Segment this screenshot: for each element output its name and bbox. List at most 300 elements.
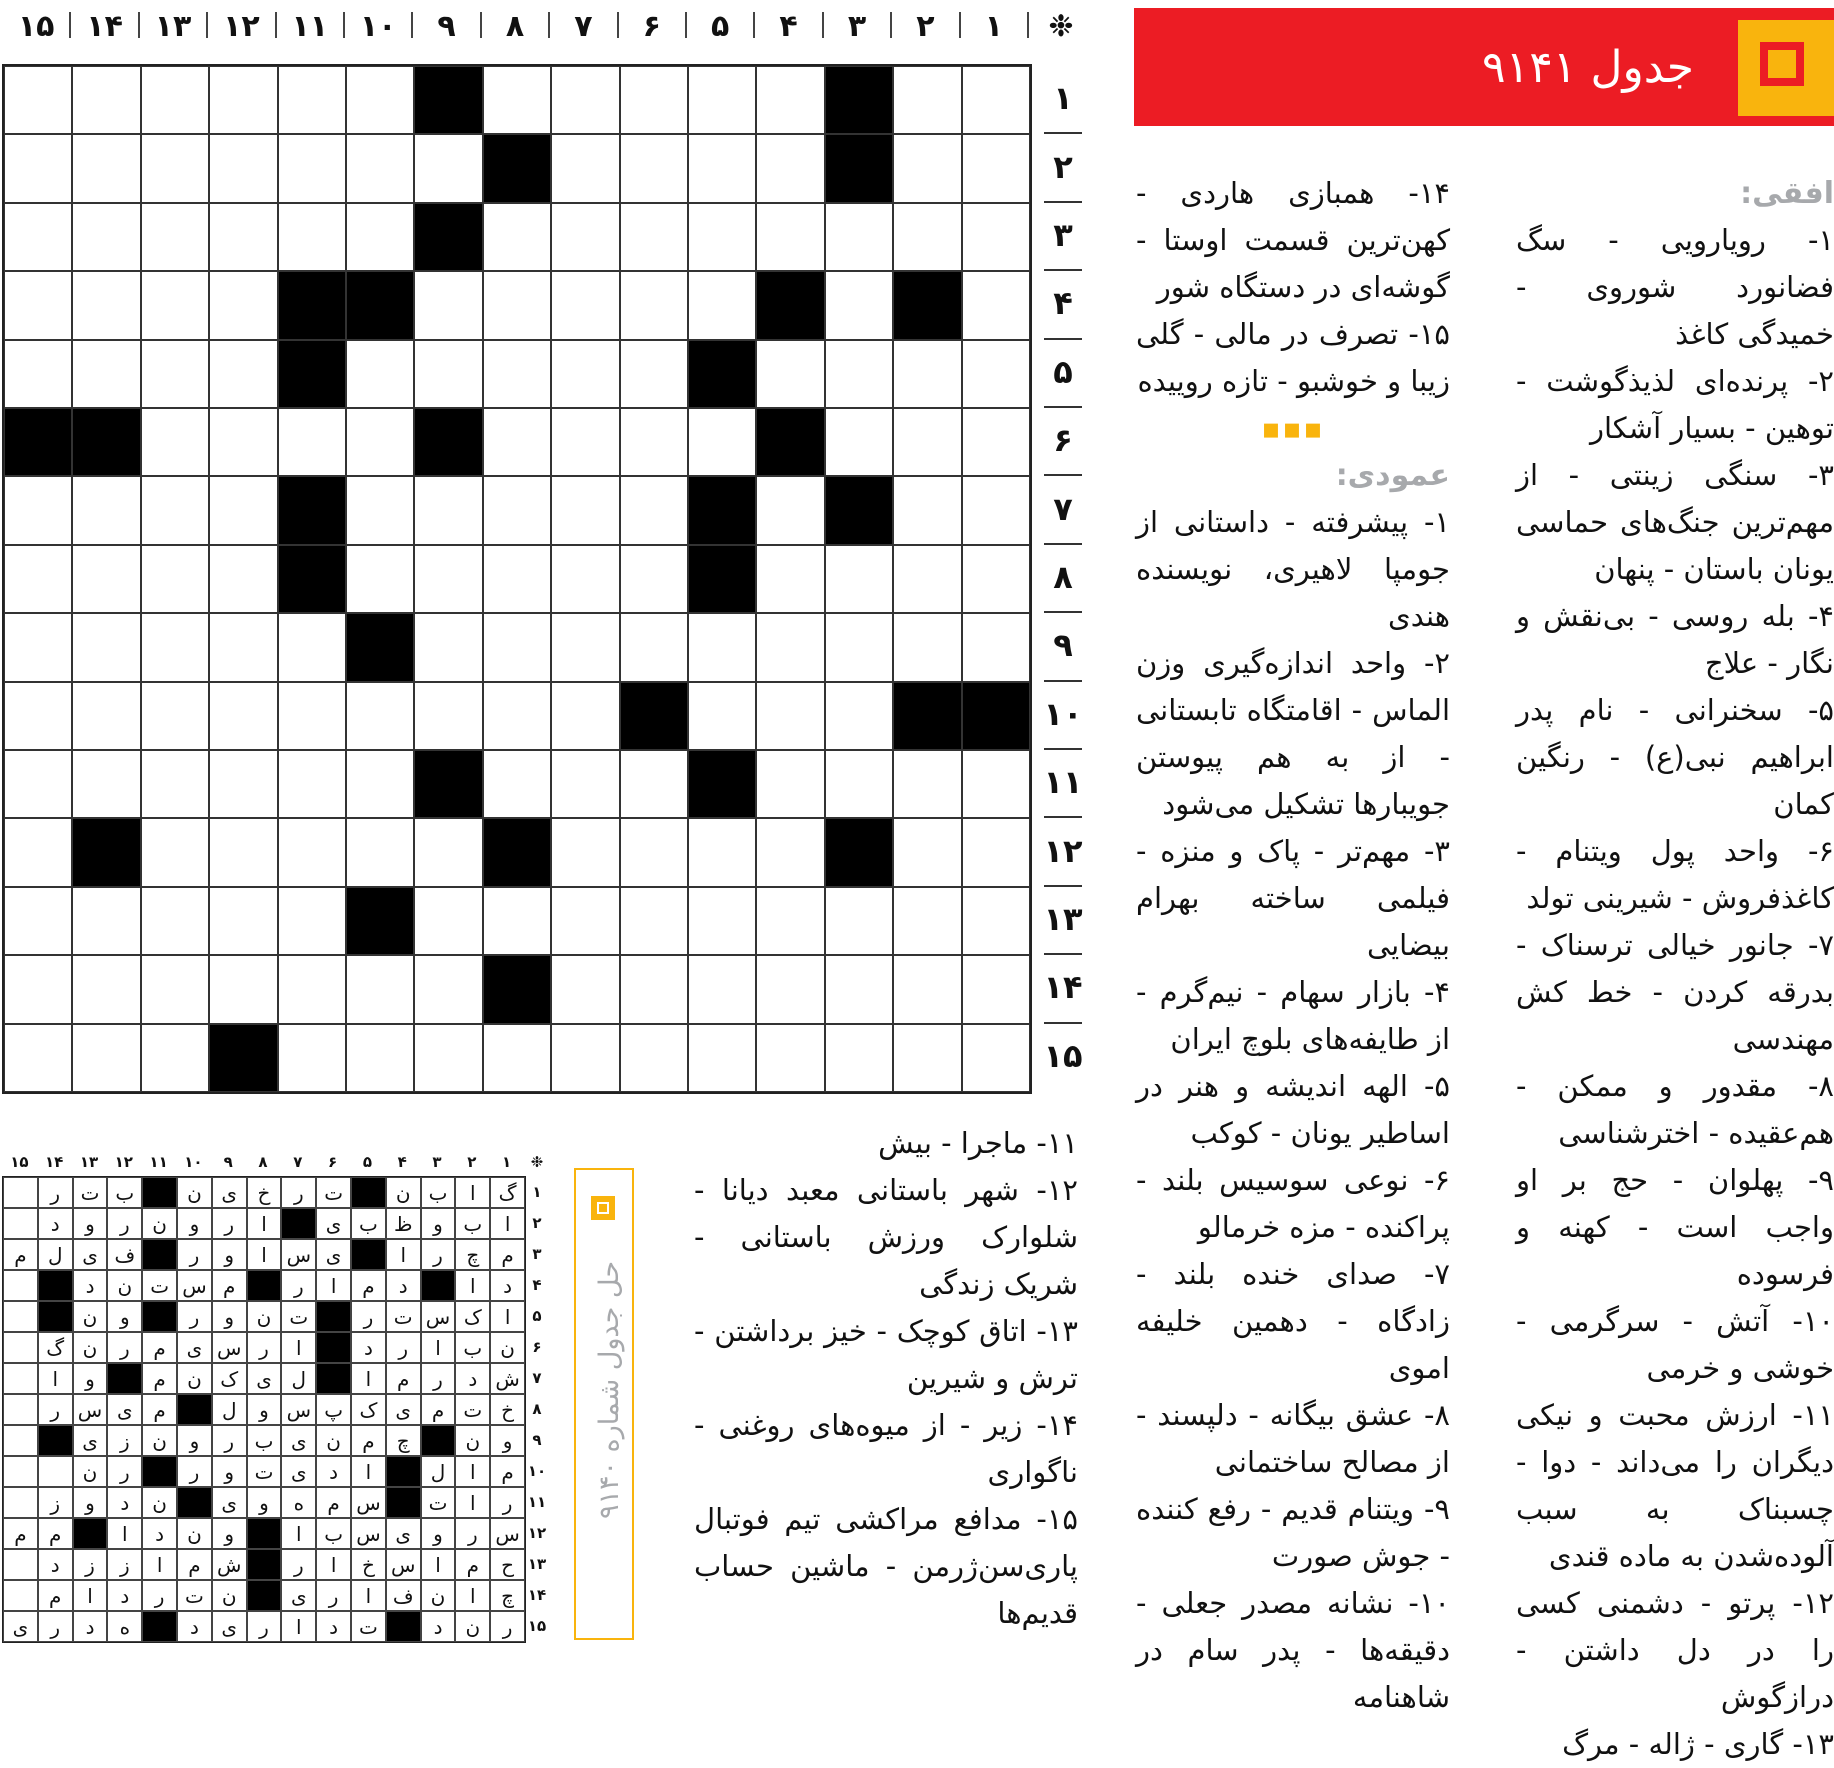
grid-cell[interactable]	[620, 408, 688, 476]
solution-row-number: ۱۳	[527, 1554, 547, 1573]
solution-letter-cell: ا	[38, 1363, 73, 1394]
column-number: ۷	[574, 8, 593, 44]
grid-cell[interactable]	[551, 818, 619, 886]
grid-cell[interactable]	[962, 134, 1030, 202]
solution-letter-cell: م	[386, 1363, 421, 1394]
grid-cell[interactable]	[414, 1024, 482, 1092]
solution-letter-cell	[3, 1270, 38, 1301]
grid-cell[interactable]	[278, 203, 346, 271]
grid-cell[interactable]	[278, 955, 346, 1023]
grid-cell[interactable]	[72, 476, 140, 544]
solution-letter-cell: ر	[316, 1580, 351, 1611]
solution-black-cell	[142, 1611, 177, 1642]
grid-cell[interactable]	[72, 340, 140, 408]
grid-cell[interactable]	[620, 955, 688, 1023]
grid-cell[interactable]	[483, 271, 551, 339]
grid-cell[interactable]	[141, 408, 209, 476]
black-cell	[893, 271, 961, 339]
grid-cell[interactable]	[141, 545, 209, 613]
grid-cell[interactable]	[825, 203, 893, 271]
grid-cell[interactable]	[688, 613, 756, 681]
grid-cell[interactable]	[141, 887, 209, 955]
solution-letter-cell: د	[421, 1611, 456, 1642]
solution-black-cell	[421, 1425, 456, 1456]
grid-cell[interactable]	[756, 66, 824, 134]
grid-cell[interactable]	[72, 1024, 140, 1092]
black-cell	[962, 682, 1030, 750]
grid-cell[interactable]	[4, 887, 72, 955]
grid-cell[interactable]	[483, 613, 551, 681]
solution-letter-cell: و	[212, 1518, 247, 1549]
solution-letter-cell: م	[142, 1363, 177, 1394]
grid-cell[interactable]	[278, 682, 346, 750]
grid-cell[interactable]	[141, 682, 209, 750]
grid-cell[interactable]	[620, 203, 688, 271]
grid-cell[interactable]	[72, 66, 140, 134]
grid-cell[interactable]	[141, 203, 209, 271]
grid-cell[interactable]	[756, 818, 824, 886]
grid-cell[interactable]	[141, 750, 209, 818]
crossword-grid[interactable]	[2, 64, 1032, 1094]
grid-cell[interactable]	[551, 340, 619, 408]
solution-black-cell	[386, 1611, 421, 1642]
clue-item: ۷- جانور خیالی ترسناک - بدرقه کردن - خط کش مهندسی	[1516, 928, 1834, 1056]
grid-cell[interactable]	[688, 134, 756, 202]
column-number: ۲	[916, 8, 935, 44]
grid-cell[interactable]	[893, 134, 961, 202]
solution-letter-cell: م	[3, 1518, 38, 1549]
grid-cell[interactable]	[893, 408, 961, 476]
solution-letter-cell: و	[177, 1425, 212, 1456]
grid-cell[interactable]	[209, 408, 277, 476]
grid-cell[interactable]	[4, 66, 72, 134]
grid-cell[interactable]	[756, 545, 824, 613]
grid-cell[interactable]	[551, 955, 619, 1023]
grid-cell[interactable]	[209, 955, 277, 1023]
grid-cell[interactable]	[278, 1024, 346, 1092]
grid-cell[interactable]	[688, 682, 756, 750]
clue-item: ۱۰- نشانه مصدر جعلی - دقیقه‌ها - پدر سام در شاهنامه	[1136, 1586, 1450, 1714]
grid-cell[interactable]	[278, 134, 346, 202]
grid-cell[interactable]	[620, 613, 688, 681]
grid-cell[interactable]	[620, 476, 688, 544]
grid-cell[interactable]	[209, 613, 277, 681]
grid-cell[interactable]	[278, 818, 346, 886]
grid-cell[interactable]	[551, 408, 619, 476]
grid-cell[interactable]	[551, 203, 619, 271]
grid-cell[interactable]	[551, 1024, 619, 1092]
grid-cell[interactable]	[72, 887, 140, 955]
solution-black-cell	[247, 1549, 282, 1580]
grid-cell[interactable]	[346, 203, 414, 271]
grid-cell[interactable]	[688, 66, 756, 134]
solution-column-number: ۱۵	[10, 1153, 29, 1171]
solution-letter-cell: ا	[455, 1487, 490, 1518]
grid-cell[interactable]	[893, 750, 961, 818]
grid-cell[interactable]	[962, 271, 1030, 339]
solution-black-cell	[316, 1332, 351, 1363]
clue-item: ۱۲- پرتو - دشمنی کسی را در دل داشتن - درازگوش	[1516, 1586, 1834, 1714]
grid-cell[interactable]	[962, 66, 1030, 134]
grid-cell[interactable]	[551, 271, 619, 339]
solution-letter-cell: ت	[455, 1394, 490, 1425]
solution-letter-cell	[3, 1549, 38, 1580]
black-cell	[756, 408, 824, 476]
grid-cell[interactable]	[346, 750, 414, 818]
grid-cell[interactable]	[893, 955, 961, 1023]
grid-cell[interactable]	[4, 750, 72, 818]
grid-cell[interactable]	[209, 818, 277, 886]
grid-cell[interactable]	[278, 750, 346, 818]
grid-cell[interactable]	[72, 750, 140, 818]
solution-row-number: ۵	[532, 1306, 542, 1325]
black-cell	[414, 408, 482, 476]
solution-letter-cell: م	[177, 1549, 212, 1580]
grid-cell[interactable]	[141, 1024, 209, 1092]
grid-cell[interactable]	[346, 408, 414, 476]
grid-cell[interactable]	[893, 66, 961, 134]
solution-letter-cell: س	[351, 1518, 386, 1549]
solution-letter-cell: م	[490, 1239, 525, 1270]
solution-letter-cell: چ	[455, 1239, 490, 1270]
grid-cell[interactable]	[483, 750, 551, 818]
solution-letter-cell	[3, 1487, 38, 1518]
grid-cell[interactable]	[209, 134, 277, 202]
solution-column-number: ۱۴	[45, 1153, 64, 1171]
solution-black-cell	[247, 1270, 282, 1301]
solution-letter-cell: ت	[177, 1580, 212, 1611]
grid-cell[interactable]	[620, 750, 688, 818]
grid-cell[interactable]	[620, 818, 688, 886]
solution-letter-cell: ک	[212, 1363, 247, 1394]
solution-letter-cell	[3, 1363, 38, 1394]
grid-cell[interactable]	[688, 408, 756, 476]
grid-cell[interactable]	[4, 203, 72, 271]
grid-cell[interactable]	[141, 340, 209, 408]
solution-row-number: ۳	[532, 1244, 542, 1263]
grid-cell[interactable]	[483, 545, 551, 613]
solution-letter-cell: ا	[351, 1456, 386, 1487]
grid-cell[interactable]	[346, 476, 414, 544]
grid-cell[interactable]	[4, 613, 72, 681]
solution-letter-cell: ا	[316, 1270, 351, 1301]
grid-cell[interactable]	[414, 682, 482, 750]
solution-letter-cell: ر	[281, 1177, 316, 1208]
grid-cell[interactable]	[756, 1024, 824, 1092]
grid-cell[interactable]	[483, 203, 551, 271]
solution-letter-cell: و	[73, 1363, 108, 1394]
grid-cell[interactable]	[209, 271, 277, 339]
solution-letter-cell: ی	[281, 1456, 316, 1487]
solution-letter-cell: ا	[316, 1549, 351, 1580]
grid-cell[interactable]	[620, 134, 688, 202]
grid-cell[interactable]	[893, 613, 961, 681]
grid-cell[interactable]	[825, 271, 893, 339]
grid-cell[interactable]	[414, 613, 482, 681]
grid-cell[interactable]	[825, 682, 893, 750]
grid-cell[interactable]	[756, 203, 824, 271]
solution-letter-cell: ا	[247, 1239, 282, 1270]
grid-cell[interactable]	[756, 134, 824, 202]
grid-cell[interactable]	[825, 955, 893, 1023]
grid-cell[interactable]	[620, 66, 688, 134]
solution-letter-cell: ز	[107, 1425, 142, 1456]
grid-cell[interactable]	[414, 476, 482, 544]
grid-cell[interactable]	[551, 476, 619, 544]
grid-cell[interactable]	[962, 818, 1030, 886]
grid-cell[interactable]	[825, 340, 893, 408]
grid-cell[interactable]	[893, 887, 961, 955]
grid-cell[interactable]	[688, 955, 756, 1023]
grid-cell[interactable]	[209, 203, 277, 271]
column-number-header	[0, 0, 1090, 52]
grid-cell[interactable]	[825, 887, 893, 955]
grid-cell[interactable]	[209, 66, 277, 134]
grid-cell[interactable]	[4, 818, 72, 886]
grid-cell[interactable]	[141, 955, 209, 1023]
grid-cell[interactable]	[414, 818, 482, 886]
grid-cell[interactable]	[962, 408, 1030, 476]
grid-cell[interactable]	[346, 1024, 414, 1092]
grid-cell[interactable]	[688, 271, 756, 339]
black-cell	[414, 203, 482, 271]
grid-cell[interactable]	[4, 1024, 72, 1092]
grid-cell[interactable]	[756, 340, 824, 408]
grid-cell[interactable]	[414, 271, 482, 339]
grid-cell[interactable]	[72, 271, 140, 339]
grid-cell[interactable]	[756, 682, 824, 750]
grid-cell[interactable]	[346, 545, 414, 613]
grid-cell[interactable]	[209, 340, 277, 408]
grid-cell[interactable]	[483, 408, 551, 476]
solution-letter-cell: ر	[490, 1487, 525, 1518]
solution-letter-cell: ش	[490, 1363, 525, 1394]
solution-letter-cell: ر	[38, 1177, 73, 1208]
grid-cell[interactable]	[346, 955, 414, 1023]
grid-cell[interactable]	[551, 66, 619, 134]
grid-cell[interactable]	[346, 818, 414, 886]
grid-cell[interactable]	[756, 476, 824, 544]
grid-cell[interactable]	[4, 955, 72, 1023]
grid-cell[interactable]	[414, 545, 482, 613]
grid-cell[interactable]	[483, 887, 551, 955]
grid-cell[interactable]	[346, 682, 414, 750]
grid-cell[interactable]	[962, 545, 1030, 613]
grid-cell[interactable]	[209, 476, 277, 544]
row-number: ۵	[1053, 352, 1073, 391]
black-cell	[278, 271, 346, 339]
grid-cell[interactable]	[209, 750, 277, 818]
grid-cell[interactable]	[893, 1024, 961, 1092]
grid-cell[interactable]	[551, 682, 619, 750]
grid-cell[interactable]	[4, 134, 72, 202]
grid-cell[interactable]	[278, 613, 346, 681]
grid-cell[interactable]	[756, 887, 824, 955]
grid-cell[interactable]	[893, 545, 961, 613]
grid-cell[interactable]	[962, 955, 1030, 1023]
grid-cell[interactable]	[756, 750, 824, 818]
solution-letter-cell: ب	[421, 1177, 456, 1208]
grid-cell[interactable]	[483, 476, 551, 544]
solution-letter-cell: م	[38, 1518, 73, 1549]
grid-cell[interactable]	[4, 271, 72, 339]
grid-cell[interactable]	[72, 545, 140, 613]
grid-cell[interactable]	[72, 955, 140, 1023]
grid-cell[interactable]	[962, 340, 1030, 408]
solution-letter-cell: ا	[351, 1580, 386, 1611]
grid-cell[interactable]	[620, 340, 688, 408]
grid-cell[interactable]	[893, 203, 961, 271]
row-number-column	[1030, 64, 1090, 1090]
grid-cell[interactable]	[414, 340, 482, 408]
grid-cell[interactable]	[483, 1024, 551, 1092]
grid-cell[interactable]	[551, 887, 619, 955]
grid-cell[interactable]	[72, 682, 140, 750]
solution-letter-cell: ی	[107, 1394, 142, 1425]
grid-cell[interactable]	[414, 887, 482, 955]
grid-cell[interactable]	[620, 271, 688, 339]
solution-letter-cell: ت	[73, 1177, 108, 1208]
solution-letter-cell: خ	[490, 1394, 525, 1425]
clue-item: ۱۴- زیر - از میوه‌های روغنی - ناگواری	[694, 1408, 1078, 1489]
solution-letter-cell: ی	[212, 1177, 247, 1208]
grid-cell[interactable]	[962, 203, 1030, 271]
clue-item: ۲- واحد اندازه‌گیری وزن الماس - اقامتگاه تابستانی - از به هم پیوستن جویبارها تشکیل می‌شود	[1136, 646, 1450, 821]
grid-cell[interactable]	[209, 887, 277, 955]
solution-letter-cell: د	[351, 1332, 386, 1363]
solution-letter-cell: ب	[455, 1332, 490, 1363]
solution-letter-cell: م	[351, 1425, 386, 1456]
grid-cell[interactable]	[756, 613, 824, 681]
grid-cell[interactable]	[620, 545, 688, 613]
grid-cell[interactable]	[825, 1024, 893, 1092]
solution-letter-cell: ی	[73, 1239, 108, 1270]
grid-cell[interactable]	[962, 613, 1030, 681]
solution-letter-cell: ی	[386, 1518, 421, 1549]
solution-letter-cell: چ	[490, 1580, 525, 1611]
grid-cell[interactable]	[620, 1024, 688, 1092]
black-cell	[72, 818, 140, 886]
grid-cell[interactable]	[4, 682, 72, 750]
grid-cell[interactable]	[141, 271, 209, 339]
grid-cell[interactable]	[141, 818, 209, 886]
grid-cell[interactable]	[278, 408, 346, 476]
grid-cell[interactable]	[962, 476, 1030, 544]
grid-cell[interactable]	[209, 545, 277, 613]
grid-cell[interactable]	[893, 340, 961, 408]
solution-letter-cell: ا	[107, 1518, 142, 1549]
grid-cell[interactable]	[141, 476, 209, 544]
grid-cell[interactable]	[893, 818, 961, 886]
solution-letter-cell: ن	[142, 1425, 177, 1456]
grid-cell[interactable]	[551, 134, 619, 202]
solution-row-number: ۱۵	[527, 1616, 547, 1635]
grid-cell[interactable]	[962, 750, 1030, 818]
grid-cell[interactable]	[346, 66, 414, 134]
grid-cell[interactable]	[346, 134, 414, 202]
grid-cell[interactable]	[414, 955, 482, 1023]
grid-cell[interactable]	[141, 613, 209, 681]
grid-cell[interactable]	[72, 134, 140, 202]
solution-letter-cell: ح	[490, 1549, 525, 1580]
column-number: ۱	[984, 8, 1003, 44]
black-cell	[893, 682, 961, 750]
grid-cell[interactable]	[962, 887, 1030, 955]
solution-letter-cell: ت	[386, 1301, 421, 1332]
grid-cell[interactable]	[825, 613, 893, 681]
grid-cell[interactable]	[278, 887, 346, 955]
solution-letter-cell: ا	[386, 1239, 421, 1270]
grid-cell[interactable]	[414, 134, 482, 202]
black-cell	[688, 750, 756, 818]
middle-clues-column	[1136, 170, 1450, 1714]
grid-cell[interactable]	[72, 613, 140, 681]
solution-label: حل جدول شماره ۹۱۴۰	[594, 1260, 625, 1520]
grid-cell[interactable]	[551, 613, 619, 681]
solution-letter-cell: ا	[455, 1270, 490, 1301]
solution-column-header	[0, 1150, 545, 1174]
clue-item: ۱۳- اتاق کوچک - خیز برداشتن - ترش و شیرین	[694, 1314, 1078, 1395]
solution-letter-cell: ک	[351, 1394, 386, 1425]
grid-cell[interactable]	[346, 340, 414, 408]
grid-cell[interactable]	[825, 408, 893, 476]
solution-black-cell	[247, 1518, 282, 1549]
column-number: ۱۲	[223, 8, 260, 44]
solution-letter-cell: ب	[247, 1425, 282, 1456]
grid-cell[interactable]	[278, 66, 346, 134]
solution-letter-cell: ا	[142, 1549, 177, 1580]
solution-letter-cell: ر	[247, 1611, 282, 1642]
grid-cell[interactable]	[688, 887, 756, 955]
solution-letter-cell: ا	[351, 1363, 386, 1394]
grid-cell[interactable]	[688, 1024, 756, 1092]
grid-cell[interactable]	[962, 1024, 1030, 1092]
solution-letter-cell	[38, 1456, 73, 1487]
grid-cell[interactable]	[620, 887, 688, 955]
grid-cell[interactable]	[141, 134, 209, 202]
solution-letter-cell: م	[212, 1270, 247, 1301]
grid-cell[interactable]	[4, 476, 72, 544]
grid-cell[interactable]	[893, 476, 961, 544]
solution-letter-cell: ر	[38, 1394, 73, 1425]
grid-cell[interactable]	[141, 66, 209, 134]
grid-cell[interactable]	[209, 682, 277, 750]
black-cell	[4, 408, 72, 476]
grid-cell[interactable]	[483, 682, 551, 750]
grid-cell[interactable]	[688, 203, 756, 271]
black-cell	[825, 66, 893, 134]
solution-letter-cell: س	[490, 1518, 525, 1549]
grid-cell[interactable]	[551, 545, 619, 613]
solution-letter-cell	[3, 1425, 38, 1456]
row-number: ۷	[1053, 489, 1073, 528]
grid-cell[interactable]	[72, 203, 140, 271]
grid-cell[interactable]	[483, 340, 551, 408]
grid-cell[interactable]	[688, 818, 756, 886]
grid-cell[interactable]	[756, 955, 824, 1023]
grid-cell[interactable]	[4, 545, 72, 613]
solution-letter-cell: ن	[316, 1425, 351, 1456]
solution-column-number: ۷	[293, 1153, 303, 1171]
grid-cell[interactable]	[825, 750, 893, 818]
grid-cell[interactable]	[4, 340, 72, 408]
grid-cell[interactable]	[551, 750, 619, 818]
grid-cell[interactable]	[825, 545, 893, 613]
grid-cell[interactable]	[483, 66, 551, 134]
solution-column-number: ۳	[432, 1153, 442, 1171]
solution-letter-cell: ا	[455, 1456, 490, 1487]
solution-letter-cell: ی	[212, 1611, 247, 1642]
